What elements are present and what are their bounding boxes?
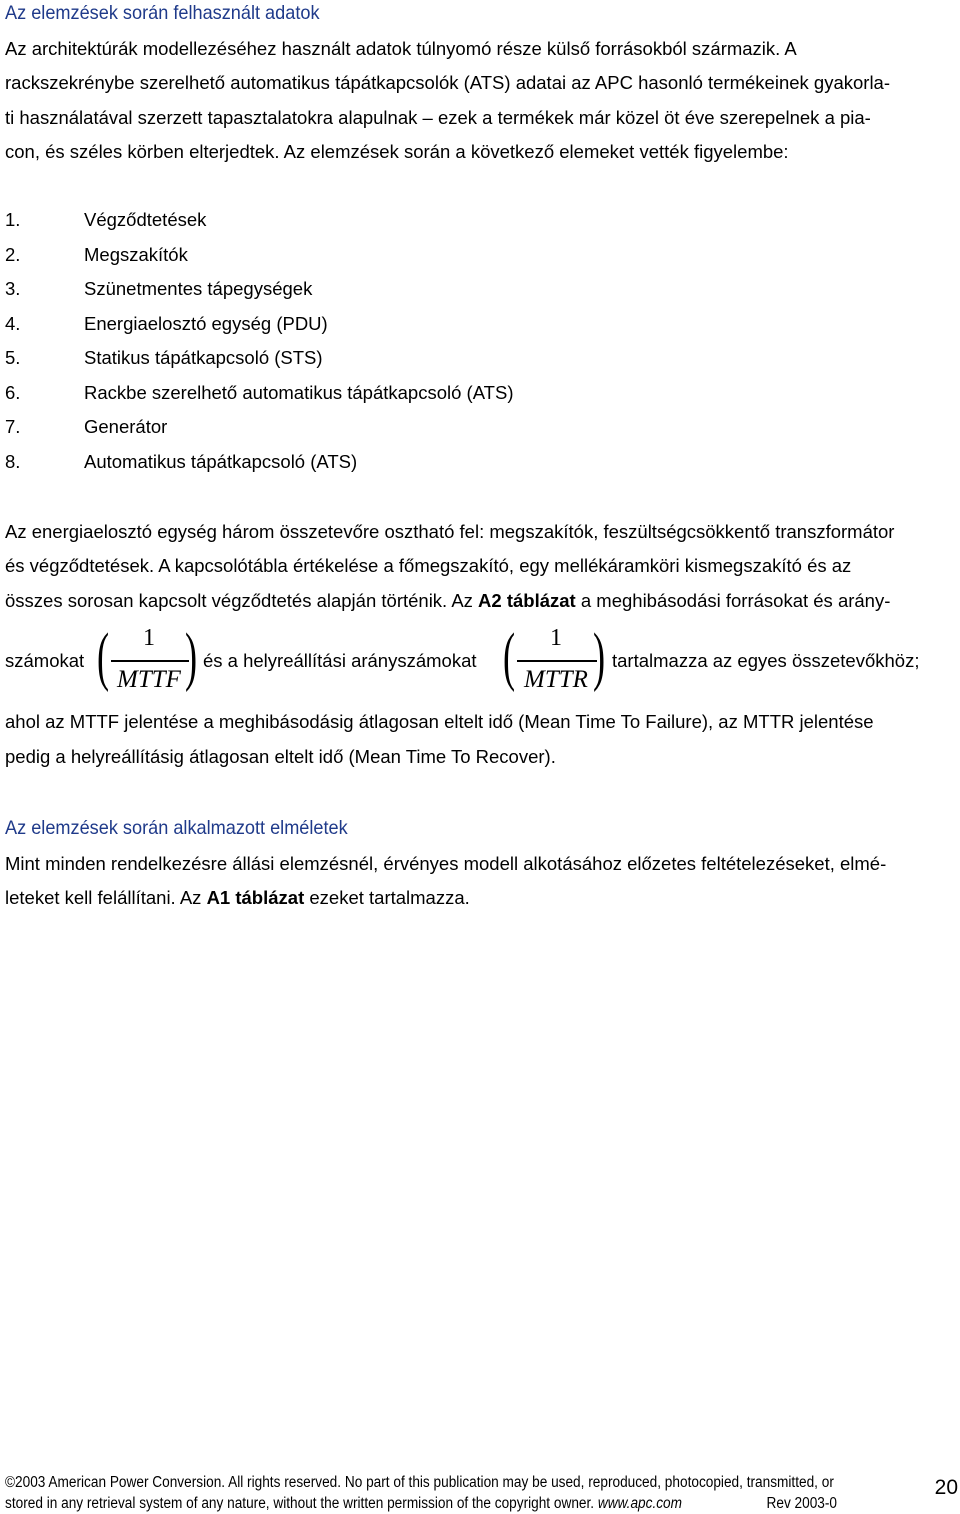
fraction-bar xyxy=(517,660,597,662)
list-item xyxy=(5,244,188,266)
footer-text: stored in any retrieval system of any nature, without the written permission of the copyright owner. xyxy=(5,1495,598,1512)
list-number: 4. xyxy=(5,313,21,334)
list-item xyxy=(5,347,323,369)
paragraph-line xyxy=(5,590,890,612)
paragraph-line: rackszekrénybe szerelhető automatikus tápátkapcsolók (ATS) adatai az APC hasonló termékeinek gyakorla- xyxy=(5,72,891,93)
fraction-numerator: 1 xyxy=(550,625,562,651)
section-heading-data: Az elemzések során felhasznált adatok xyxy=(5,2,320,24)
formula-line xyxy=(5,620,955,702)
paragraph-line: ti használatával szerzett tapasztalatokra alapulnak – ezek a termékek már közel öt éve szerepelnek a pia- xyxy=(5,107,871,128)
fraction-numerator: 1 xyxy=(143,625,155,651)
right-paren: ) xyxy=(185,620,198,693)
list-text: Megszakítók xyxy=(84,244,188,265)
paragraph-line: pedig a helyreállításig átlagosan eltelt idő (Mean Time To Recover). xyxy=(5,746,556,767)
footer-line xyxy=(5,1472,841,1493)
list-text: Végződtetések xyxy=(84,209,207,230)
table-reference-a2: A2 táblázat xyxy=(478,590,576,611)
text-run: ezeket tartalmazza. xyxy=(304,887,470,908)
copyright-icon: © xyxy=(5,1474,16,1491)
formula-text: és a helyreállítási arányszámokat xyxy=(203,650,477,671)
left-paren: ( xyxy=(503,620,516,693)
footer xyxy=(5,1472,955,1514)
fraction-bar xyxy=(111,660,189,662)
list-number: 2. xyxy=(5,244,21,265)
paragraph-line: Mint minden rendelkezésre állási elemzésnél, érvényes modell alkotásához előzetes feltételezéseket, elmé- xyxy=(5,853,887,874)
list-item xyxy=(5,209,206,231)
paragraph-line: és végződtetések. A kapcsolótábla értékelése a főmegszakító, egy mellékáramköri kismegszakító és az xyxy=(5,555,852,576)
list-number: 1. xyxy=(5,209,21,230)
table-reference-a1: A1 táblázat xyxy=(206,887,305,908)
copyright-text: 2003 American Power Conversion. All rights reserved. No part of this publication may be used, reproduced, photocopied, transmitted, or xyxy=(15,1474,834,1491)
list-number: 7. xyxy=(5,416,21,437)
list-text: Szünetmentes tápegységek xyxy=(84,278,313,299)
list-text: Generátor xyxy=(84,416,168,437)
footer-line xyxy=(5,1493,841,1514)
list-number: 5. xyxy=(5,347,21,368)
list-text: Rackbe szerelhető automatikus tápátkapcsoló (ATS) xyxy=(84,382,514,403)
mttr-fraction xyxy=(503,620,609,702)
paragraph-line: ahol az MTTF jelentése a meghibásodásig átlagosan eltelt idő (Mean Time To Failure), az MTTR jelentése xyxy=(5,711,874,732)
list-text: Energiaelosztó egység (PDU) xyxy=(84,313,328,334)
list-text: Automatikus tápátkapcsoló (ATS) xyxy=(84,451,358,472)
revision-label: Rev 2003-0 xyxy=(766,1495,838,1512)
section-heading-theories: Az elemzések során alkalmazott elméletek xyxy=(5,817,348,839)
paragraph-line: con, és széles körben elterjedtek. Az elemzések során a következő elemeket vették figyelembe: xyxy=(5,141,789,162)
list-text: Statikus tápátkapcsoló (STS) xyxy=(84,347,323,368)
page-number: 20 xyxy=(934,1476,958,1499)
list-item xyxy=(5,382,513,404)
paragraph-line: Az architektúrák modellezéséhez használt adatok túlnyomó része külső forrásokból származik. A xyxy=(5,38,797,59)
formula-text: tartalmazza az egyes összetevőkhöz; xyxy=(612,650,920,671)
list-number: 8. xyxy=(5,451,21,472)
fraction-denominator: MTTF xyxy=(117,666,181,693)
list-number: 6. xyxy=(5,382,21,403)
paragraph-line xyxy=(5,887,470,909)
right-paren: ) xyxy=(593,620,606,693)
paragraph-line: Az energiaelosztó egység három összetevőre osztható fel: megszakítók, feszültségcsökkentő transzformátor xyxy=(5,521,895,542)
list-number: 3. xyxy=(5,278,21,299)
text-run: leteket kell felállítani. Az xyxy=(5,887,207,908)
text-run: a meghibásodási forrásokat és arány- xyxy=(575,590,891,611)
left-paren: ( xyxy=(97,620,110,693)
formula-text: számokat xyxy=(5,650,85,671)
list-item xyxy=(5,451,357,473)
list-item xyxy=(5,313,328,335)
fraction-denominator: MTTR xyxy=(524,666,588,693)
footer-url-link[interactable]: www.apc.com xyxy=(597,1495,683,1512)
list-item xyxy=(5,416,167,438)
list-item xyxy=(5,278,312,300)
text-run: összes sorosan kapcsolt végződtetés alapján történik. Az xyxy=(5,590,479,611)
mttf-fraction xyxy=(97,620,201,702)
